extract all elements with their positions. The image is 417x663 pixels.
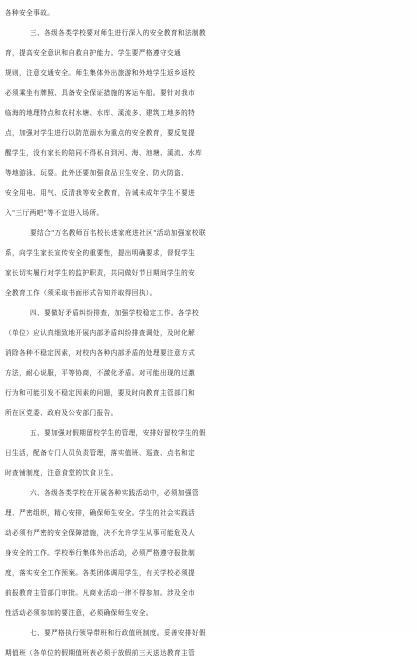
text-line: 系，向学生家长宣传安全的重要性，提出明确要求，督促学生: [5, 249, 196, 257]
text-line: 点，加强对学生进行以防范溺水为重点的安全教育，要反复提: [5, 129, 196, 137]
text-line: 入"三厅两吧"等不宜进入场所。: [5, 209, 104, 217]
text-line: 规则，注意交通安全。师生集体外出旅游和外地学生返乡返校: [5, 69, 196, 77]
text-line: 身安全的工作。学校举行集体外出活动，必须严格遵守报批制: [5, 549, 196, 557]
text-line: 醒学生，没有家长的陪同不得私自到河、海、池塘、溪流、水库: [5, 149, 203, 157]
text-line: 安全用电、用气、反清我等安全教育，告诫未成年学生不要进: [5, 189, 196, 197]
text-line: 育，提高安全意识和自救自护能力。学生要严格遵守交通: [5, 49, 182, 57]
text-line: 期值班（各单位的假期值班表必须于放假前三天送达教育主管: [5, 649, 196, 657]
text-line: 方法，耐心说服，平等协商，不激化矛盾。对可能出现的过激: [5, 369, 196, 377]
text-line: 前报教育主管部门审批。凡商业活动一律不得参加。涉及全市: [5, 589, 196, 597]
document-body: [5, 3, 412, 663]
text-line: 等地游泳、玩耍。此外还要加强食品卫生安全、防火防盗、: [5, 169, 189, 177]
text-line: 日生活，配备专门人员负责管理，落实值班、巡查、点名和定: [5, 449, 196, 457]
text-line: 家长切实履行对学生的监护职责，共同做好节日期间学生的安: [5, 269, 196, 277]
text-line: 要结合"万名教师百名校长进家庭进社区"活动加强家校联: [30, 229, 207, 237]
text-line: 所在区党委、政府及公安部门报告。: [5, 409, 118, 417]
text-line: 性活动必须参加的要注意，必须确保师生安全。: [5, 609, 153, 617]
text-line: 各种安全事故。: [5, 9, 55, 17]
text-line: 四、要做好矛盾纠纷排查，加强学校稳定工作。各学校: [30, 309, 200, 317]
text-line: 度，落实安全工作预案。各类团体调用学生，有关学校必须提: [5, 569, 196, 577]
text-line: 临海的地理特点和农村水塘、水库、溪流多、建筑工地多的特: [5, 109, 196, 117]
text-line: （单位）应认真细致地开展内部矛盾纠纷排查调处，及时化解: [5, 329, 196, 337]
text-line: 三、各级各类学校要对师生进行深入的安全教育和法制教: [30, 29, 207, 37]
text-line: 行为和可能引发不稳定因素的问题，要及时向教育主管部门和: [5, 389, 196, 397]
text-line: 必须乘坐有牌照、具备安全保证措施的客运车船。要针对我市: [5, 89, 196, 97]
text-line: 时查铺制度，注意食堂的饮食卫生。: [5, 469, 118, 477]
text-line: 五、要加强对假期留校学生的管理，安排好留校学生的假: [30, 429, 207, 437]
text-line: 理、严密组织，精心安排，确保师生安全。学生的社会实践活: [5, 509, 196, 517]
text-line: 消除各种不稳定因素，对校内各种内部矛盾的处理要注意方式: [5, 349, 196, 357]
text-line: 六、各级各类学校在开展各种实践活动中，必须加强管: [30, 489, 200, 497]
text-line: 全教育工作（须采取书面形式告知并取得回执）。: [5, 289, 157, 297]
text-line: 七、要严格执行领导带班和行政值班制度。妥善安排好假: [30, 629, 207, 637]
text-line: 动必须有严密的安全保障措施，决不允许学生从事可能危及人: [5, 529, 196, 537]
